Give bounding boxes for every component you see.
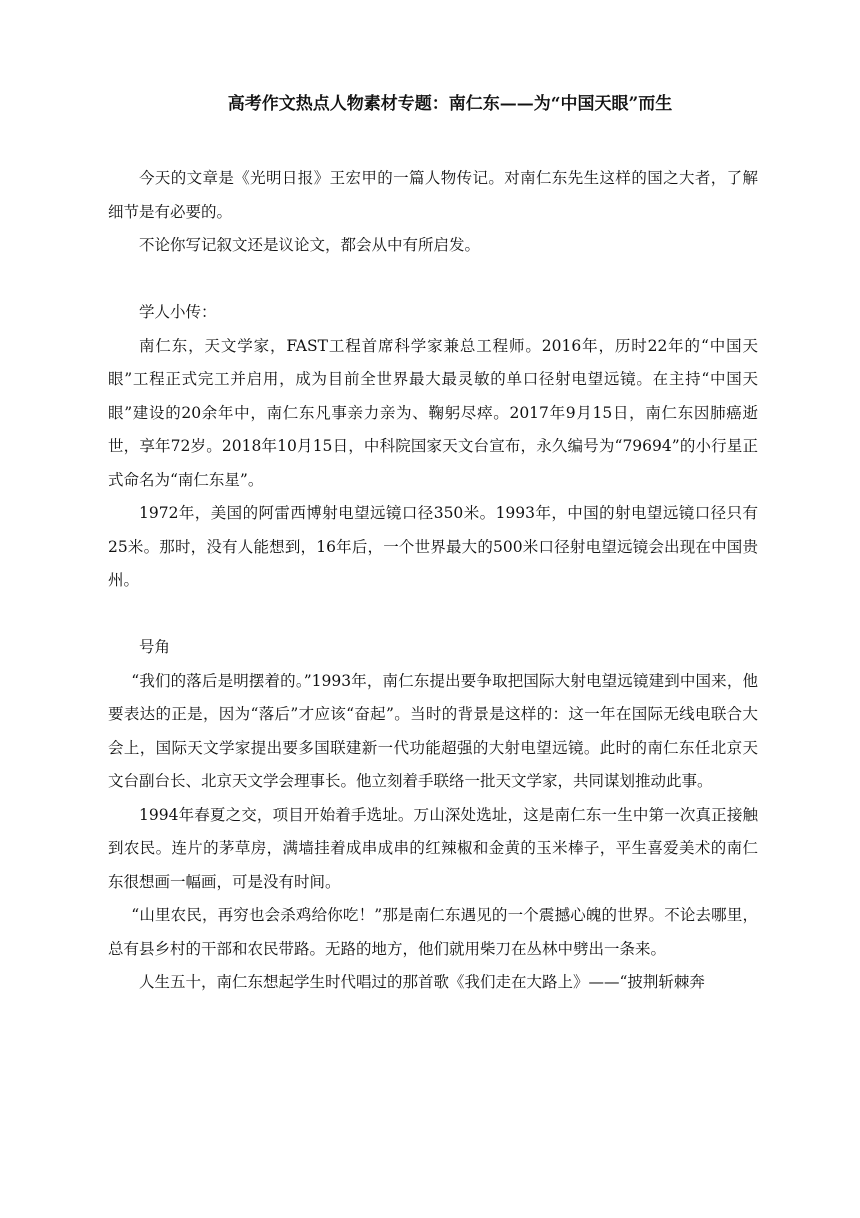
bugle-paragraph-4: 人生五十，南仁东想起学生时代唱过的那首歌《我们走在大路上》——“披荆斩棘奔 — [139, 973, 705, 991]
section-heading-bugle: 号角 — [139, 638, 171, 656]
intro-paragraph-2: 不论你写记叙文还是议论文，都会从中有所启发。 — [139, 236, 481, 254]
intro-paragraph-1: 今天的文章是《光明日报》王宏甲的一篇人物传记。对南仁东先生这样的国之大者，了解细节是有必要的。 — [108, 169, 758, 221]
spacer — [108, 598, 758, 632]
section-heading-biography: 学人小传： — [139, 303, 217, 321]
bugle-paragraph-3: “山里农民，再穷也会杀鸡给你吃！”那是南仁东遇见的一个震撼心魄的世界。不论去哪里，总有县乡村的干部和农民带路。无路的地方，他们就用柴刀在丛林中劈出一条来。 — [108, 906, 758, 958]
document-title: 高考作文热点人物素材专题：南仁东——为“中国天眼”而生 — [227, 94, 673, 114]
document-body — [108, 162, 758, 1000]
biography-paragraph-2: 1972年，美国的阿雷西博射电望远镜口径350米。1993年，中国的射电望远镜口径只有25米。那时，没有人能想到，16年后，一个世界最大的500米口径射电望远镜会出现在中国贵州。 — [108, 504, 758, 589]
bugle-paragraph-2: 1994年春夏之交，项目开始着手选址。万山深处选址，这是南仁东一生中第一次真正接触到农民。连片的茅草房，满墙挂着成串成串的红辣椒和金黄的玉米棒子，平生喜爱美术的南仁东很想画一幅画，可是没有时间。 — [108, 805, 758, 891]
biography-paragraph-1: 南仁东，天文学家，FAST工程首席科学家兼总工程师。2016年，历时22年的“中国天眼”工程正式完工并启用，成为目前全世界最大最灵敏的单口径射电望远镜。在主持“中国天眼”建设的20余年中，南仁东凡事亲力亲为、鞠躬尽瘁。2017年9月15日，南仁东因肺癌逝世，享年72岁。2018年10月15日，中科院国家天文台宣布，永久编号为“79694”的小行星正式命名为“南仁东星”。 — [108, 336, 758, 489]
spacer — [108, 263, 758, 297]
bugle-paragraph-1: “我们的落后是明摆着的。”1993年，南仁东提出要争取把国际大射电望远镜建到中国来，他要表达的正是，因为“落后”才应该“奋起”。当时的背景是这样的：这一年在国际无线电联合大会上，国际天文学家提出要多国联建新一代功能超强的大射电望远镜。此时的南仁东任北京天文台副台长、北京天文学会理事长。他立刻着手联络一批天文学家，共同谋划推动此事。 — [108, 671, 758, 790]
